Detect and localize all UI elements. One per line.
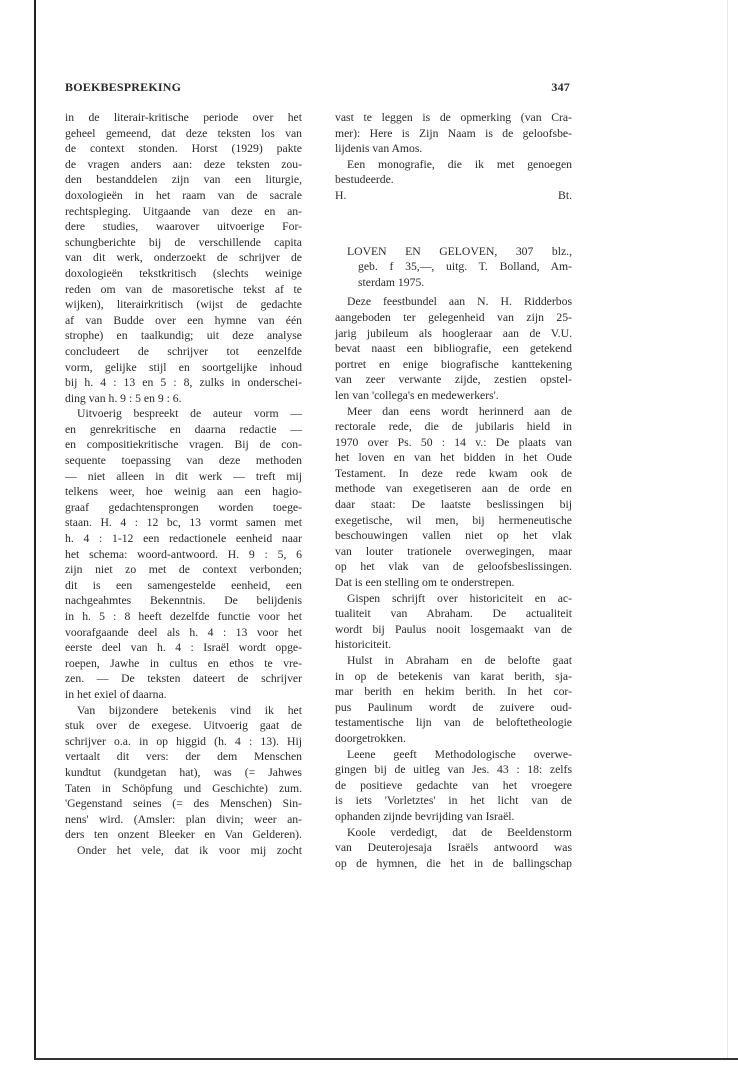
text-line: 1970 over Ps. 50 : 14 v.: De plaats van — [335, 435, 572, 449]
text-line: mer): Here is Zijn Naam is de geloofsbe- — [335, 126, 572, 140]
text-line: ders ten onzent Bleeker en Van Gelderen). — [65, 828, 302, 842]
text-line: de context stonden. Horst (1929) pakte — [65, 142, 302, 156]
text-line: Onder het vele, dat ik voor mij zocht — [77, 843, 302, 857]
text-line: bestudeerde. — [335, 173, 394, 187]
text-line: strophe) en taalkundig; uit deze analyse — [65, 329, 302, 343]
text-line: pus Paulinum wordt de zuivere oud- — [335, 700, 572, 714]
text-line: sequente toepassing van deze methoden — [65, 454, 302, 468]
text-line: af van Budde over een hymne van één — [65, 313, 302, 327]
text-line: dere studies, waarover uitvoerige For- — [65, 220, 302, 234]
text-line: stuk over de exegese. Uitvoerig gaat de — [65, 719, 302, 733]
text-line: Leene geeft Methodologische overwe- — [347, 747, 572, 761]
text-line: jarig jubileum als hoogleraar aan de V.U. — [335, 326, 572, 340]
review-signature — [335, 188, 572, 204]
text-line: schungberichte bij de verschillende capita — [65, 235, 302, 249]
text-line: vertaalt dit vers: der dem Menschen — [65, 750, 302, 764]
text-line: Testament. In deze rede kwam ook de — [335, 466, 572, 480]
text-line: dit is een samengestelde eenheid, een — [65, 578, 302, 592]
text-line: kundtut (kundgetan hat), was (= Jahwes — [65, 765, 302, 779]
text-line: en genrekritische en daarna redactie — — [65, 422, 302, 436]
page-number: 347 — [551, 80, 570, 94]
signature-right: Bt. — [558, 188, 572, 202]
book-entry-line: sterdam 1975. — [358, 275, 425, 289]
text-line: tualiteit van Abraham. De actualiteit — [335, 607, 572, 621]
text-line: bij h. 4 : 13 en 5 : 8, zulks in onderschei- — [65, 376, 302, 390]
text-line: Van bijzondere betekenis vind ik het — [77, 703, 302, 717]
text-line: de positieve gedachte van het vroegere — [335, 778, 572, 792]
text-line: zen. — De teksten dateert de schrijver — [65, 672, 302, 686]
text-line: staan. H. 4 : 12 bc, 13 vormt samen met — [65, 516, 302, 530]
text-line: voorafgaande deel als h. 4 : 13 voor het — [65, 625, 302, 639]
text-line: ophanden zijnde bevrijding van Israël. — [335, 809, 515, 823]
text-line: daar staat: De laatste beslissingen bij — [335, 498, 572, 512]
text-line: is iets 'Vorletztes' in het licht van de — [335, 794, 572, 808]
text-line: Koole verdedigt, dat de Beeldenstorm — [347, 825, 572, 839]
text-line: op de hymnen, die het in de ballingschap — [335, 856, 572, 870]
text-line: wordt bij Paulus nooit losgemaakt van de — [335, 622, 572, 636]
scan-edge-left — [34, 0, 36, 1060]
text-line: doxologieën in het raam van de sacrale — [65, 188, 302, 202]
text-line: Uitvoerig bespreekt de auteur vorm — — [77, 407, 302, 421]
text-line: ding van h. 9 : 5 en 9 : 6. — [65, 391, 182, 405]
text-line: portret en enige biografische kanttekening — [335, 357, 572, 371]
text-line: lijdenis van Amos. — [335, 142, 423, 156]
text-line: h. 4 : 1-12 een redactionele eenheid naar — [65, 532, 302, 546]
text-line: exegetische, wil men, bij hermeneutische — [335, 513, 572, 527]
text-line: schrijver o.a. in op higgid (h. 4 : 13). Hij — [65, 734, 302, 748]
text-line: methode van exegetiseren aan de orde en — [335, 482, 572, 496]
text-line: Taten in Schöpfung und Geschichte) zum. — [65, 781, 302, 795]
text-line: roepen, Jawhe in cultus en ethos te vre- — [65, 656, 302, 670]
text-line: in het exiel of daarna. — [65, 687, 167, 701]
text-line: nachgeahmtes Bekenntnis. De belijdenis — [65, 594, 302, 608]
text-line: wijken), literairkritisch (wijst de gedachte — [65, 298, 302, 312]
text-line: de vragen anders aan: deze teksten zou- — [65, 157, 302, 171]
text-line: 'Gegenstand seines (= des Menschen) Sin- — [65, 797, 302, 811]
text-line: Een monografie, die ik met genoegen — [347, 157, 572, 171]
text-line: len van 'collega's en medewerkers'. — [335, 388, 499, 402]
text-line: testamentische lijn van de beloftetheologie — [335, 716, 572, 730]
text-line: historiciteit. — [335, 638, 392, 652]
text-line: Deze feestbundel aan N. H. Ridderbos — [347, 295, 572, 309]
text-line: in op de betekenis van karat berith, sja- — [335, 669, 572, 683]
text-line: en compositiekritische vragen. Bij de con- — [65, 438, 302, 452]
text-line: concludeert de schrijver tot eenzelfde — [65, 344, 302, 358]
running-head — [65, 80, 570, 96]
text-line: het loven en van het bidden in het Oude — [335, 451, 572, 465]
text-line: reden om van de masoretische tekst af te — [65, 282, 302, 296]
text-line: mar berith en hekim berith. In het cor- — [335, 685, 572, 699]
text-line: op het vlak van de geloofsbeslissingen. — [335, 560, 572, 574]
text-line: Gispen schrijft over historiciteit en ac- — [347, 591, 572, 605]
text-line: zijn niet zo met de context verbonden; — [65, 563, 302, 577]
text-line: eerste deel van h. 4 : Israël wordt opge- — [65, 641, 302, 655]
text-line: vast te leggen is de opmerking (van Cra- — [335, 111, 572, 124]
text-line: aangeboden ter gelegenheid van zijn 25- — [335, 310, 572, 324]
left-column — [65, 110, 302, 859]
text-line: Meer dan eens wordt herinnerd aan de — [347, 404, 572, 418]
text-line: vorm, gelijke stijl en soortgelijke inhoud — [65, 360, 302, 374]
text-line: graaf gedachtensprongen worden toege- — [65, 500, 302, 514]
text-line: van louter trationele overwegingen, maar — [335, 544, 572, 558]
text-line: telkens weer, hoe weinig aan een hagio- — [65, 485, 302, 499]
text-line: — niet alleen in dit werk — treft mij — [65, 469, 302, 483]
text-line: in h. 5 : 8 heeft dezelfde functie voor het — [65, 610, 302, 623]
text-line: nens' wird. (Amsler: plan divin; weer an- — [65, 812, 302, 826]
signature-left: H. — [335, 188, 347, 202]
text-line: beschouwingen vallen niet op het vlak — [335, 529, 572, 543]
text-line: bevat naast een bibliografie, een getekend — [335, 342, 572, 356]
right-column — [335, 110, 572, 871]
text-line: in de literair-kritische periode over het — [65, 111, 302, 124]
text-line: Hulst in Abraham en de belofte gaat — [347, 654, 572, 667]
text-line: rectorale rede, die de jubilaris hield in — [335, 420, 572, 434]
text-line: van Deuterojesaja Israëls antwoord was — [335, 841, 572, 855]
text-line: geheel gemeend, dat deze teksten los van — [65, 126, 302, 140]
scan-edge-bottom — [34, 1058, 738, 1060]
scan-edge-right — [727, 0, 728, 1060]
text-line: het schema: woord-antwoord. H. 9 : 5, 6 — [65, 547, 302, 561]
text-line: gingen bij de uitleg van Jes. 43 : 18: zelfs — [335, 763, 572, 777]
running-head-title: BOEKBESPREKING — [65, 80, 182, 94]
text-line: Dat is een stelling om te onderstrepen. — [335, 576, 515, 590]
text-line: rechtspleging. Uitgaande van deze en an- — [65, 204, 302, 218]
text-line: van dit werk, onderzoekt de schrijver de — [65, 251, 302, 265]
book-entry-line: geb. f 35,—, uitg. T. Bolland, Am- — [358, 260, 572, 274]
text-line: den bestanddelen zijn van een liturgie, — [65, 173, 302, 187]
book-entry — [335, 244, 572, 291]
text-line: van zeer verwante zijde, zestien opstel- — [335, 373, 572, 387]
text-line: doorgetrokken. — [335, 731, 406, 745]
book-entry-title: LOVEN EN GELOVEN, 307 blz., — [347, 244, 572, 258]
text-line: doxologieën tekstkritisch (slechts weinige — [65, 266, 302, 280]
